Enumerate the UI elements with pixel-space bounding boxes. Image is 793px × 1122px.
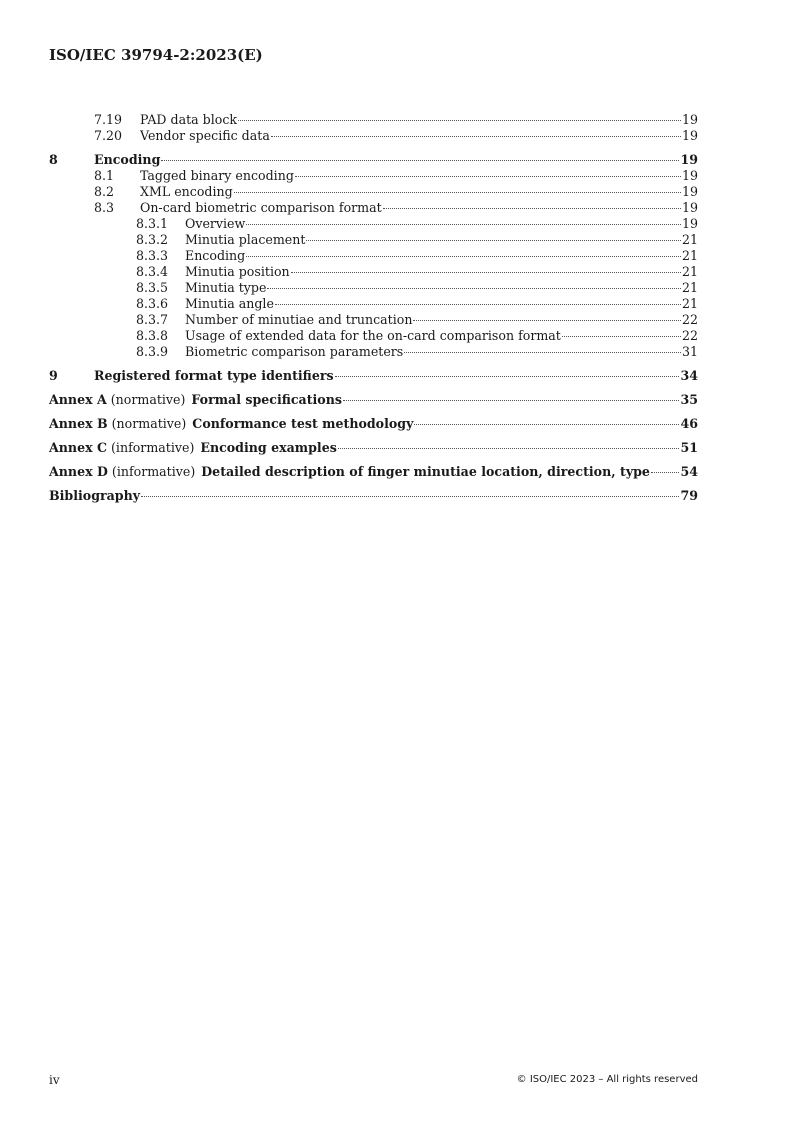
toc-entry-8-3-1[interactable] xyxy=(49,216,698,232)
toc-number: 8.3 xyxy=(94,200,115,215)
toc-page: 34 xyxy=(680,368,698,383)
dot-leader xyxy=(295,176,681,177)
toc-entry-8-3-2[interactable] xyxy=(49,232,698,248)
dot-leader xyxy=(338,448,680,449)
toc-number: 8.1 xyxy=(94,168,115,183)
toc-page: 51 xyxy=(680,440,698,455)
toc-entry-8-3-3[interactable] xyxy=(49,248,698,264)
annex-type: (informative) xyxy=(111,440,195,455)
toc-entry-8-1[interactable] xyxy=(49,168,698,184)
toc-number: 8.3.5 xyxy=(136,280,169,295)
toc-number: 8.3.6 xyxy=(136,296,169,311)
toc-entry-8-3-8[interactable] xyxy=(49,328,698,344)
annex-type: (normative) xyxy=(110,392,186,407)
toc-title: Minutia placement xyxy=(185,232,306,247)
toc-title: Bibliography xyxy=(49,488,141,503)
table-of-contents xyxy=(49,112,698,504)
toc-entry-9[interactable] xyxy=(49,368,698,384)
dot-leader xyxy=(271,136,681,137)
toc-number: 8.3.2 xyxy=(136,232,169,247)
dot-leader xyxy=(335,376,680,377)
dot-leader xyxy=(413,320,681,321)
dot-leader xyxy=(343,400,680,401)
toc-entry-annex-c[interactable] xyxy=(49,440,698,456)
toc-entry-annex-d[interactable] xyxy=(49,464,698,480)
toc-page: 22 xyxy=(681,312,698,327)
dot-leader xyxy=(161,160,679,161)
toc-page: 19 xyxy=(681,112,698,127)
toc-title: XML encoding xyxy=(140,184,233,199)
toc-title: Number of minutiae and truncation xyxy=(185,312,413,327)
toc-page: 21 xyxy=(681,296,698,311)
toc-page: 35 xyxy=(680,392,698,407)
dot-leader xyxy=(404,352,681,353)
toc-page: 31 xyxy=(681,344,698,359)
toc-page: 19 xyxy=(681,200,698,215)
toc-number: 8.3.7 xyxy=(136,312,169,327)
toc-entry-8[interactable] xyxy=(49,152,698,168)
toc-title: Detailed description of finger minutiae location, direction, type xyxy=(201,464,650,479)
toc-page: 19 xyxy=(681,128,698,143)
toc-page: 19 xyxy=(681,168,698,183)
toc-page: 19 xyxy=(680,152,698,167)
toc-title: Usage of extended data for the on-card comparison format xyxy=(185,328,561,343)
toc-title: Vendor specific data xyxy=(140,128,270,143)
toc-page: 21 xyxy=(681,280,698,295)
toc-entry-annex-a[interactable] xyxy=(49,392,698,408)
annex-label: Annex C xyxy=(49,440,108,455)
copyright-notice: © ISO/IEC 2023 – All rights reserved xyxy=(516,1074,698,1085)
dot-leader xyxy=(291,272,681,273)
page-number: iv xyxy=(49,1073,60,1087)
toc-title: Formal specifications xyxy=(191,392,342,407)
dot-leader xyxy=(383,208,681,209)
dot-leader xyxy=(414,424,679,425)
toc-page: 21 xyxy=(681,264,698,279)
dot-leader xyxy=(275,304,681,305)
toc-number: 8.3.4 xyxy=(136,264,169,279)
toc-number: 7.19 xyxy=(94,112,123,127)
toc-entry-8-2[interactable] xyxy=(49,184,698,200)
toc-entry-8-3-6[interactable] xyxy=(49,296,698,312)
toc-entry-8-3-5[interactable] xyxy=(49,280,698,296)
toc-title: Tagged binary encoding xyxy=(140,168,294,183)
toc-title: Minutia type xyxy=(185,280,267,295)
dot-leader xyxy=(234,192,681,193)
toc-title: Conformance test methodology xyxy=(192,416,414,431)
dot-leader xyxy=(267,288,681,289)
toc-title: On-card biometric comparison format xyxy=(140,200,382,215)
dot-leader xyxy=(651,472,680,473)
toc-number: 8.3.8 xyxy=(136,328,169,343)
annex-label: Annex B xyxy=(49,416,108,431)
toc-page: 19 xyxy=(681,184,698,199)
toc-number: 8 xyxy=(49,152,58,167)
toc-title: Overview xyxy=(185,216,246,231)
toc-title: Encoding xyxy=(185,248,246,263)
toc-page: 22 xyxy=(681,328,698,343)
toc-title: PAD data block xyxy=(140,112,238,127)
toc-title: Registered format type identifiers xyxy=(94,368,334,383)
toc-page: 54 xyxy=(680,464,698,479)
toc-title: Encoding xyxy=(94,152,161,167)
annex-label: Annex D xyxy=(49,464,108,479)
toc-entry-annex-b[interactable] xyxy=(49,416,698,432)
dot-leader xyxy=(246,256,681,257)
toc-number: 8.2 xyxy=(94,184,115,199)
toc-page: 19 xyxy=(681,216,698,231)
toc-entry-8-3-4[interactable] xyxy=(49,264,698,280)
dot-leader xyxy=(246,224,681,225)
dot-leader xyxy=(562,336,681,337)
toc-entry-8-3[interactable] xyxy=(49,200,698,216)
toc-number: 9 xyxy=(49,368,58,383)
toc-title: Encoding examples xyxy=(200,440,337,455)
toc-title: Minutia position xyxy=(185,264,290,279)
dot-leader xyxy=(306,240,681,241)
toc-entry-8-3-9[interactable] xyxy=(49,344,698,360)
toc-entry-8-3-7[interactable] xyxy=(49,312,698,328)
toc-entry-7-19[interactable] xyxy=(49,112,698,128)
annex-type: (informative) xyxy=(111,464,196,479)
dot-leader xyxy=(238,120,681,121)
toc-title: Biometric comparison parameters xyxy=(185,344,404,359)
toc-entry-7-20[interactable] xyxy=(49,128,698,144)
dot-leader xyxy=(141,496,679,497)
toc-page: 21 xyxy=(681,248,698,263)
toc-number: 8.3.9 xyxy=(136,344,169,359)
toc-number: 8.3.3 xyxy=(136,248,169,263)
toc-page: 46 xyxy=(680,416,698,431)
toc-number: 8.3.1 xyxy=(136,216,169,231)
toc-page: 79 xyxy=(680,488,698,503)
toc-title: Minutia angle xyxy=(185,296,274,311)
toc-entry-bibliography[interactable] xyxy=(49,488,698,504)
document-header: ISO/IEC 39794-2:2023(E) xyxy=(49,46,263,64)
annex-label: Annex A xyxy=(49,392,107,407)
toc-page: 21 xyxy=(681,232,698,247)
toc-number: 7.20 xyxy=(94,128,123,143)
annex-type: (normative) xyxy=(111,416,187,431)
